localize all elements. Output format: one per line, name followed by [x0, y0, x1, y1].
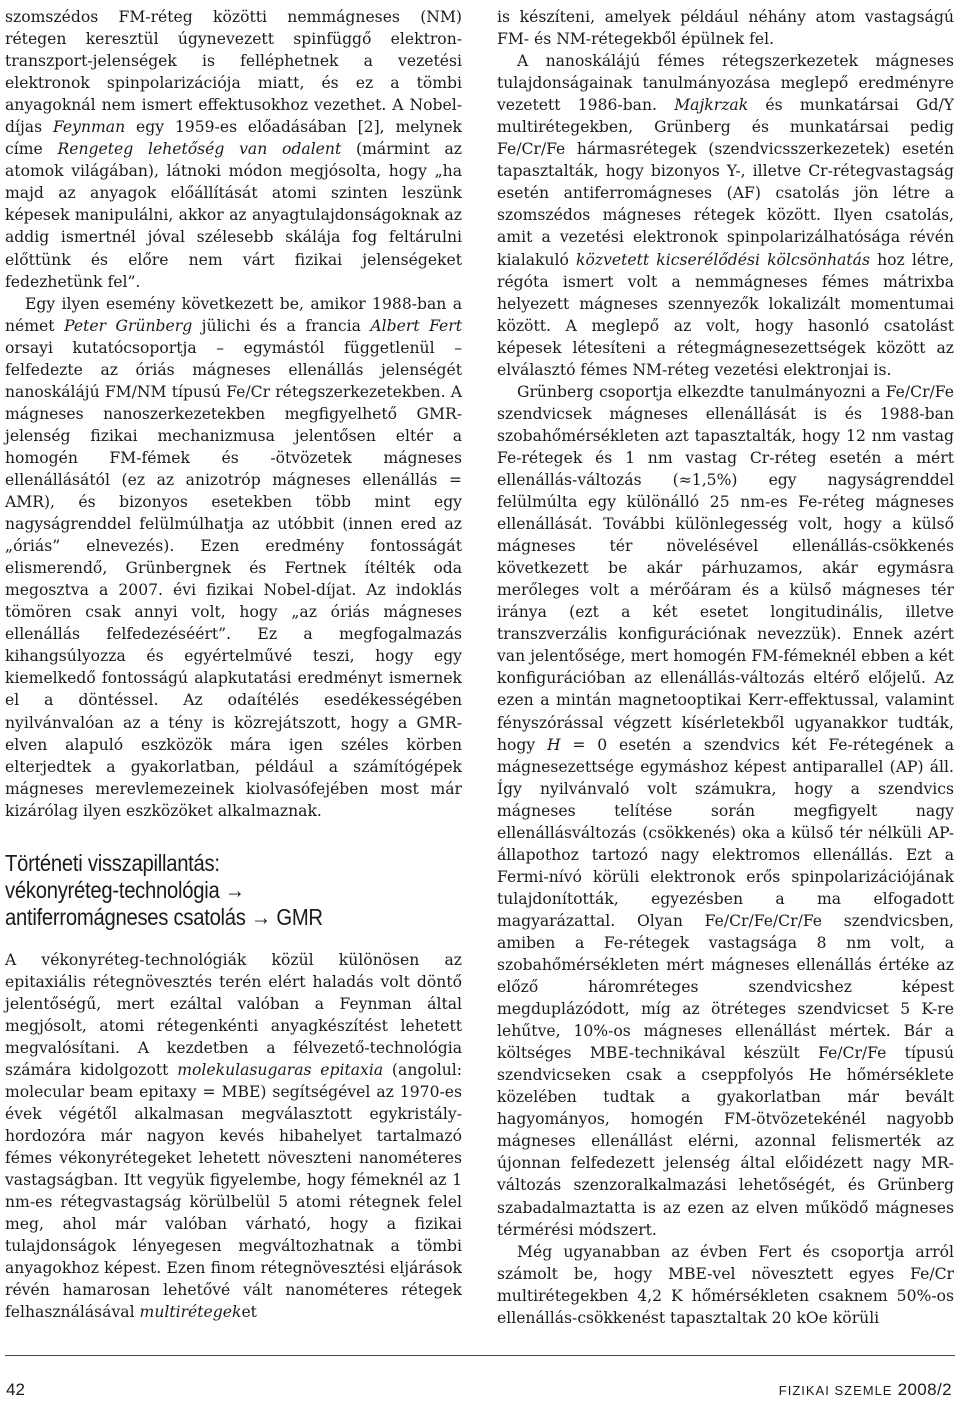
heading-line: Történeti visszapillantás: [5, 849, 220, 876]
left-column [5, 6, 462, 1324]
italic-term: közvetett kicserélődési kölcsönhatás [576, 250, 870, 269]
italic-name: Majkrzak [674, 96, 749, 115]
italic-name: Feynman [52, 118, 126, 137]
text-run: A nanoskálájú fémes rétegszerkezetek mágneses tulajdonságainak tanulmányozása meglepő eredményre vezetett 1986-ban. [497, 52, 954, 115]
text-run: Egy ilyen esemény következett be, amikor 1988-ban a német [5, 294, 462, 335]
paragraph: Még ugyanabban az évben Fert és csoportja arról számolt be, hogy MBE-vel növesztett egyes Fe/Cr multirétegekben 4,2 K hőmérsékleten csaknem 50%-os ellenállás-csökkenést tapasztaltak 20 kOe körüli [497, 1242, 954, 1327]
text-run: szomszédos FM-réteg közötti nemmágneses (NM) rétegen keresztül úgynevezett spinfüggő elektron-transzport-jelenségek is felléphetnek a vezetési elektronok spinpolarizációja miatt, és ez a tömbi anyagoknál nem ismert effektusokhoz vezethet. A Nobel-díjas [5, 8, 462, 137]
paragraph [5, 293, 462, 822]
heading-line: antiferromágneses csatolás → GMR [5, 903, 323, 930]
italic-term: molekulasugaras epitaxia [177, 1060, 384, 1079]
footer-rule [5, 1355, 955, 1356]
text-run: et [241, 1303, 257, 1322]
italic-term: multirétegek [139, 1303, 242, 1322]
text-run: és munkatársai Gd/Y multirétegekben, Grünberg és munkatársai pedig Fe/Cr/Fe hármasrétegek (szendvicsszerkezetek) esetén tapasztalták, hogy bizonyos Y-, illetve Cr-rétegvastagság esetén antiferromágneses (AF) csatolás jön létre a szomszédos mágneses rétegek között. Ilyen csatolás, amit a vezetési elektronok spinpolarizálhatósága révén kialakuló [497, 96, 954, 269]
section-heading [5, 850, 463, 931]
paragraph: is készíteni, amelyek például néhány atom vastagságú FM- és NM-rétegekből épülnek fel. [497, 8, 954, 49]
italic-title: Rengeteg lehetőség van odalent [57, 140, 342, 159]
text-run: A vékonyréteg-technológiák közül különösen az epitaxiális rétegnövesztés terén elért haladás volt döntő jelentőségű, mert ezáltal valóban a Feynman által megjósolt, atomi rétegenkénti anyagkészítést lehetett megvalósítani. A kezdetben a félvezető-technológia számára kidolgozott [5, 950, 462, 1079]
paragraph [5, 6, 462, 293]
journal-issue: 2008/2 [897, 1380, 952, 1399]
text-run: = 0 esetén a szendvics két Fe-rétegének a mágnesezettsége egymáshoz képest antiparallel (AP) áll. Így nyilvánvaló volt számukra, hogy a szendvics mágneses telítése során megfigyelt nagy ellenállásváltozás (csökkenés) oka a külső tér nélküli AP-állapothoz tartozó nagy elektromos ellenállás. Ezt a Fermi-nívó körüli elektronok erős spinpolarizációjának tulajdonították, egyezésben a ma elfogadott magyarázattal. Olyan Fe/Cr/Fe/Cr/Fe szendvicsben, amiben a Fe-rétegek vastagsága 8 nm volt, a szobahőmérsékleten mért mágneses ellenállás értéke az előző háromréteges szendvicshez képest megduplázódott, míg az ötréteges szendvicset 5 K-re lehűtve, 10%-os mágneses ellenállást mértek. Bár a költséges MBE-technikával készült Fe/Cr/Fe típusú szendvicseken csak a cseppfolyós He hőmérséklete közelében tudtak a gyakorlatban már bevált hagyományos, homogén FM-ötvözetekénél nagyobb mágneses ellenállást elérni, azonnal felismerték az újonnan felfedezett jelenség által előidézett nagy MR-változás szenzoralkalmazási lehetőségét, és Grünberg szabadalmaztatta is az ezen az elven működő mágneses térmérési módszert. [497, 735, 954, 1239]
paragraph [497, 381, 954, 1241]
italic-name: Albert Fert [370, 316, 462, 335]
text-run: hoz létre, régóta ismert volt a nemmágneses fémes mátrixba helyezett mágneses szennyezők lokalizált momentumai között. A meglepő az volt, hogy hasonló csatolást képesek létesíteni a rétegmágnesezettségek között az elválasztó fémes NM-réteg vezetési elektronjai is. [497, 250, 955, 379]
paragraph [5, 949, 462, 1324]
journal-name [779, 1380, 952, 1400]
text-run: egy 1959-es előadásában [2], melynek címe [5, 118, 463, 159]
text-run: (angolul: molecular beam epitaxy = MBE) segítségével az 1970-es évek végétől alkalmasan megválasztott egykristály-hordozóra már nagyon kevés hibahelyet tartalmazó fémes vékonyrétegeket lehetett növeszteni nanométeres vastagságban. Itt vegyük figyelembe, hogy fémeknél az 1 nm-es rétegvastagság körülbelül 5 atomi rétegnek felel meg, ahol már valóban várható, hogy a fizikai tulajdonságok lényegesen megváltozhatnak a tömbi anyagokhoz képest. Ezen finom rétegnövesztési eljárások révén hamarosan lehetővé vált nanométeres rétegek felhasználásával [5, 1060, 462, 1322]
italic-symbol: H [547, 735, 561, 754]
text-run: Grünberg csoportja elkezdte tanulmányozni a Fe/Cr/Fe szendvicsek mágneses ellenállását is és 1988-ban szobahőmérsékleten azt tapasztalták, hogy 12 nm vastag Fe-rétegek és 1 nm vastag Cr-réteg esetén a mért ellenállás-változás (≈1,5%) egy nagyságrenddel felülmúlta egy különálló 25 nm-es Fe-réteg mágneses ellenállását. További különlegesség volt, hogy a külső mágneses tér növelésével ellenállás-csökkenés következett be akár párhuzamos, akár egymásra merőleges volt a mérőáram és a külső mágneses tér iránya (ezt a két esetet longitudinális, illetve transzverzális konfigurációnak nevezzük). Ennek azért van jelentősége, mert homogén FM-fémeknél ebben a két konfigurációban az ellenállás-változás eltérő előjelű. Az ezen a mintán magnetooptikai Kerr-effektussal, valamint fényszórással végzett kísérletekből ugyanakkor tudták, hogy [497, 382, 954, 754]
journal-title: FIZIKAI SZEMLE [778, 1383, 893, 1398]
page-number: 42 [6, 1380, 25, 1399]
heading-line: vékonyréteg-technológia → [5, 876, 245, 903]
text-run: (mármint az atomok világában), látnoki módon megjósolta, hogy „ha majd az anyagok előállítását atomi szinten leszünk képesek manipulálni, akkor az anyagtulajdonságoknak az addig ismertnél jóval szélesebb skálája fog feltárulni előttünk és előre nem várt fizikai jelenségeket fedezhetünk fel”. [5, 140, 462, 291]
text-run: orsayi kutatócsoportja – egymástól függetlenül – felfedezte az óriás mágneses ellenállás jelenségét nanoskálájú FM/NM típusú Fe/Cr rétegszerkezetekben. A mágneses nanoszerkezetekben megfigyelhető GMR-jelenség fizikai mechanizmusa jelentősen eltér a homogén FM-fémek és -ötvözetek mágneses ellenállásától (ez az anizotróp mágneses ellenállás = AMR), és bizonyos esetekben több mint egy nagyságrenddel felülmúlhatja az utóbbit (innen ered az „óriás” elnevezés). Ezen eredmény fontosságát elismerendő, Grünbergnek és Fertnek ítélték oda megosztva a 2007. évi fizikai Nobel-díjat. Az indoklás tömören csak annyi volt, hogy „az óriás mágneses ellenállás felfedezéséért”. Ez a megfogalmazás kihangsúlyozza és egyértelművé teszi, hogy egy kiemelkedő fontosságú alapkutatási eredményt ismernek el a döntéssel. Az odaítélés esedékességében nyilvánvalóan az a tény is közrejátszott, hogy a GMR-elven alapuló eszközök mára igen széles körben elterjedtek a gyakorlatban, például a számítógépek mágneses merevlemezeinek kiolvasófejében most már kizárólag ilyen eszközöket alkalmaznak. [5, 338, 462, 820]
italic-name: Peter Grünberg [64, 316, 193, 335]
paragraph [497, 50, 954, 381]
text-run: jülichi és a francia [192, 316, 371, 335]
right-column [497, 6, 954, 1329]
